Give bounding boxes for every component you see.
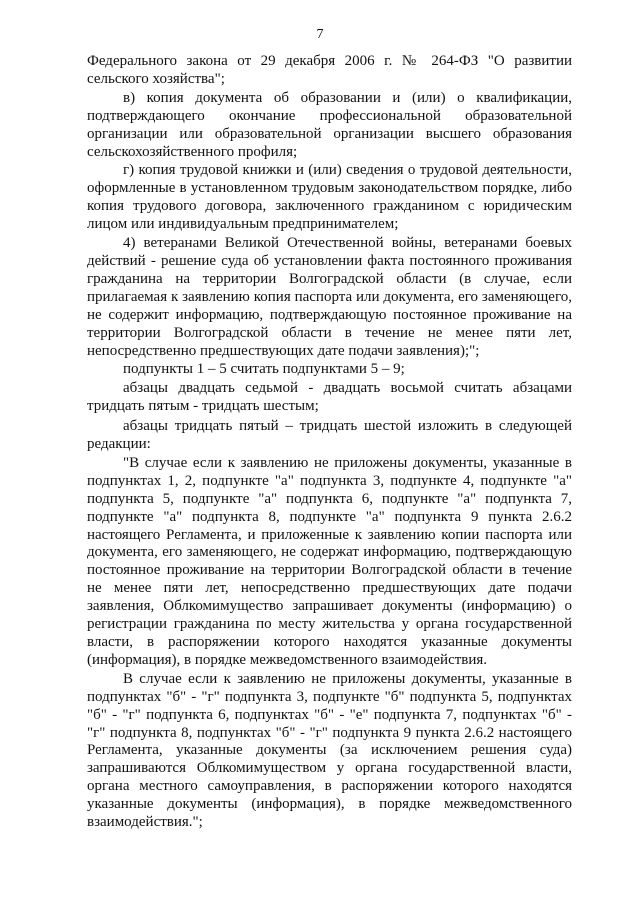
paragraph-item-4: 4) ветеранами Великой Отечественной войны, ветеранами боевых действий - решение суда об установлении факта постоянного проживания гражданина на территории Волгоградской области (в случае, если прилагаемая к заявлению копия паспорта или документа, его заменяющего, не содержит информацию, подтверждающую постоянное проживание на территории Волгоградской области в течение не менее пяти лет, непосредственно предшествующих дате подачи заявления);"; <box>87 235 572 359</box>
paragraph-quoted-second: В случае если к заявлению не приложены документы, указанные в подпунктах "б" - "г" подпункта 3, подпункте "б" подпункта 5, подпунктах "б" - "г" подпункта 6, подпунктах "б" - "е" подпункта 7, подпунктах "б" - "г" подпункта 8, подпунктах "б" - "г" подпункта 9 пункта 2.6.2 настоящего Регламента, указанные документы (за исключением решения суда) запрашиваются Облкомимуществом у органа государственной власти, органа местного самоуправления, в распоряжении которого находятся указанные документы (информация), в порядке межведомственного взаимодействия."; <box>87 670 572 831</box>
paragraph-item-v: в) копия документа об образовании и (или) о квалификации, подтверждающего окончание профессиональной образовательной организации или образовательной организации высшего образования сельскохозяйственного профиля; <box>87 89 572 160</box>
paragraph-renumber-subitems: подпункты 1 – 5 считать подпунктами 5 – 9; <box>123 361 405 378</box>
paragraph-renumber-abzacy: абзацы двадцать седьмой - двадцать восьмой считать абзацами тридцать пятым - тридцать шестым; <box>87 380 572 415</box>
paragraph-law-reference: Федерального закона от 29 декабря 2006 г. № 264-ФЗ "О развитии сельского хозяйства"; <box>87 53 572 87</box>
paragraph-new-edition: абзацы тридцать пятый – тридцать шестой изложить в следующей редакции: <box>87 418 572 453</box>
paragraph-item-g: г) копия трудовой книжки и (или) сведения о трудовой деятельности, оформленные в установленном трудовым законодательством порядке, либо копия трудового договора, заключенного гражданином с юридическим лицом или индивидуальным предпринимателем; <box>87 162 572 233</box>
paragraph-quoted-first: "В случае если к заявлению не приложены документы, указанные в подпунктах 1, 2, подпункте "а" подпункта 3, подпункте 4, подпункте "а" подпункта 5, подпункте "а" подпункта 6, подпункте "а" подпункта 7, подпункте "а" подпункта 8, подпункте "а" подпункта 9 пункта 2.6.2 настоящего Регламента, и приложенные к заявлению копии паспорта или документа, его заменяющего, не содержат информацию, подтверждающую постоянное проживание на территории Волгоградской области в течение не менее пяти лет, непосредственно предшествующих дате подачи заявления, Облкомимущество запрашивает документы (информацию) о регистрации гражданина по месту жительства у органа государственной власти, в распоряжении которого находятся указанные документы (информация), в порядке межведомственного взаимодействия. <box>87 454 572 668</box>
page-number: 7 <box>316 27 324 42</box>
document-body <box>87 53 572 832</box>
